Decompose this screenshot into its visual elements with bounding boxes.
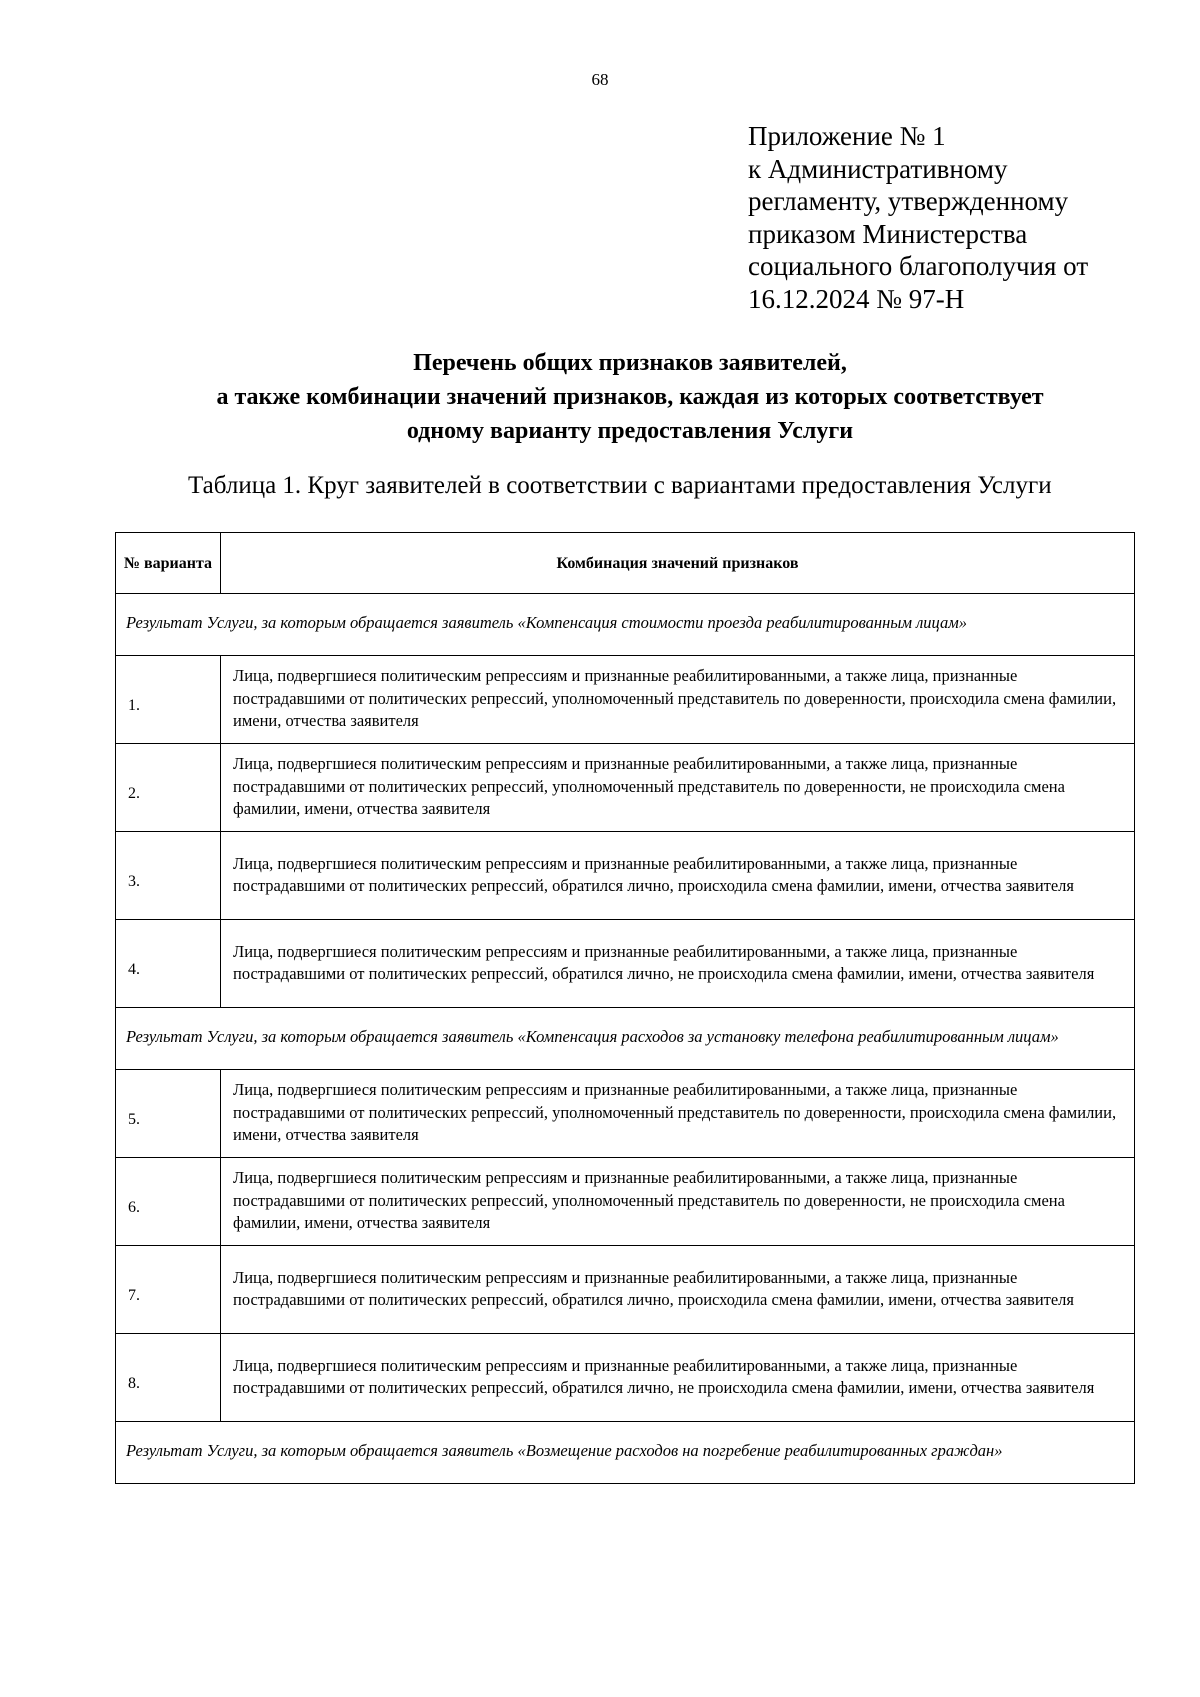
section-row: [116, 1422, 1135, 1484]
table-body: [116, 594, 1135, 1484]
appendix-line: к Административному: [748, 153, 1008, 184]
page-number: 68: [591, 70, 609, 89]
table-row: [116, 1334, 1135, 1422]
section-row: [116, 1008, 1135, 1070]
service-result-heading: Результат Услуги, за которым обращается заявитель «Компенсация стоимости проезда реабилитированным лицам»: [116, 594, 1135, 656]
table-row: [116, 1158, 1135, 1246]
variant-number: 1.: [116, 656, 221, 744]
variant-combination: Лица, подвергшиеся политическим репрессиям и признанные реабилитированными, а также лица, признанные пострадавшими от политических репрессий, обратился лично, происходила смена фамилии, имени, отчества заявителя: [221, 832, 1135, 920]
variant-combination: Лица, подвергшиеся политическим репрессиям и признанные реабилитированными, а также лица, признанные пострадавшими от политических репрессий, уполномоченный представитель по доверенности, не происходила смена фамилии, имени, отчества заявителя: [221, 744, 1135, 832]
table-row: [116, 832, 1135, 920]
service-result-heading: Результат Услуги, за которым обращается заявитель «Компенсация расходов за установку телефона реабилитированным лицам»: [116, 1008, 1135, 1070]
applicants-table-wrap: [115, 532, 1135, 1484]
header-variant-number: № варианта: [116, 533, 221, 594]
table-row: [116, 744, 1135, 832]
service-result-heading: Результат Услуги, за которым обращается заявитель «Возмещение расходов на погребение реабилитированных граждан»: [116, 1422, 1135, 1484]
variant-number: 4.: [116, 920, 221, 1008]
table-row: [116, 1246, 1135, 1334]
table-caption: Таблица 1. Круг заявителей в соответствии с вариантами предоставления Услуги: [188, 472, 1052, 499]
appendix-line: 16.12.2024 № 97-Н: [748, 283, 965, 314]
table-row: [116, 656, 1135, 744]
table-row: [116, 920, 1135, 1008]
document-title: [100, 346, 1160, 448]
header-combination: Комбинация значений признаков: [221, 533, 1135, 594]
title-line: Перечень общих признаков заявителей,: [413, 350, 847, 376]
variant-number: 3.: [116, 832, 221, 920]
title-line: одному варианту предоставления Услуги: [406, 418, 854, 444]
appendix-line: регламенту, утвержденному: [748, 186, 1069, 216]
appendix-line: Приложение № 1: [748, 121, 946, 151]
variant-number: 8.: [116, 1334, 221, 1422]
variant-combination: Лица, подвергшиеся политическим репрессиям и признанные реабилитированными, а также лица, признанные пострадавшими от политических репрессий, уполномоченный представитель по доверенности, не происходила смена фамилии, имени, отчества заявителя: [221, 1158, 1135, 1246]
variant-number: 2.: [116, 744, 221, 832]
variant-combination: Лица, подвергшиеся политическим репрессиям и признанные реабилитированными, а также лица, признанные пострадавшими от политических репрессий, уполномоченный представитель по доверенности, происходила смена фамилии, имени, отчества заявителя: [221, 1070, 1135, 1158]
applicants-table: [115, 532, 1135, 1484]
variant-combination: Лица, подвергшиеся политическим репрессиям и признанные реабилитированными, а также лица, признанные пострадавшими от политических репрессий, обратился лично, происходила смена фамилии, имени, отчества заявителя: [221, 1246, 1135, 1334]
variant-number: 5.: [116, 1070, 221, 1158]
section-row: [116, 594, 1135, 656]
variant-number: 7.: [116, 1246, 221, 1334]
table-header-row: [116, 533, 1135, 594]
appendix-line: приказом Министерства: [748, 218, 1028, 249]
variant-number: 6.: [116, 1158, 221, 1246]
variant-combination: Лица, подвергшиеся политическим репрессиям и признанные реабилитированными, а также лица, признанные пострадавшими от политических репрессий, обратился лично, не происходила смена фамилии, имени, отчества заявителя: [221, 920, 1135, 1008]
title-line: а также комбинации значений признаков, каждая из которых соответствует: [216, 384, 1044, 410]
appendix-line: социального благополучия от: [748, 251, 1089, 281]
appendix-block: [748, 120, 1168, 315]
variant-combination: Лица, подвергшиеся политическим репрессиям и признанные реабилитированными, а также лица, признанные пострадавшими от политических репрессий, обратился лично, не происходила смена фамилии, имени, отчества заявителя: [221, 1334, 1135, 1422]
variant-combination: Лица, подвергшиеся политическим репрессиям и признанные реабилитированными, а также лица, признанные пострадавшими от политических репрессий, уполномоченный представитель по доверенности, происходила смена фамилии, имени, отчества заявителя: [221, 656, 1135, 744]
table-row: [116, 1070, 1135, 1158]
